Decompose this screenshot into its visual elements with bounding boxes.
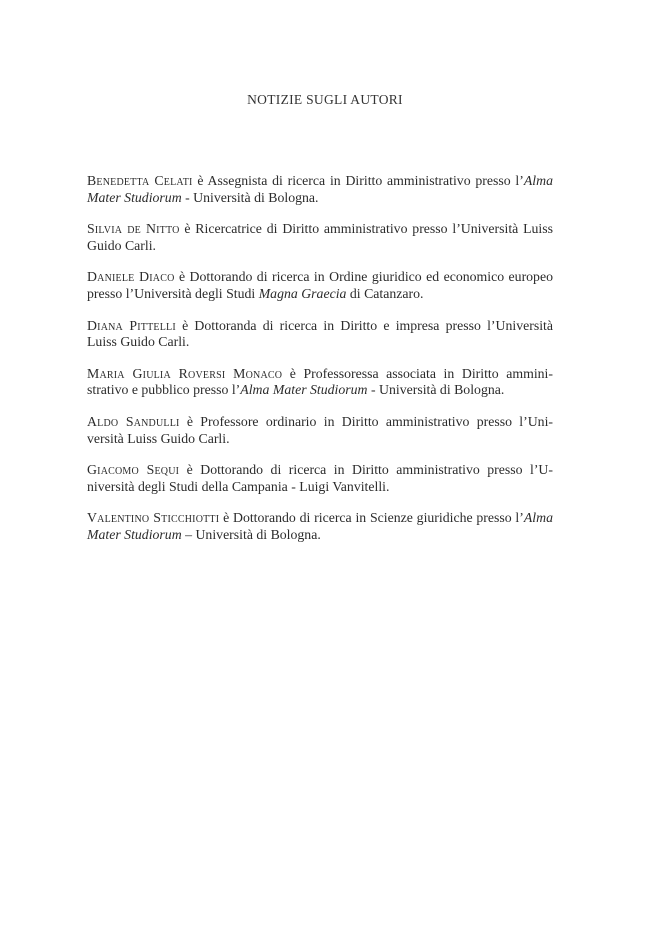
author-bio: è Dottorando di ricerca in Ordine giuridico ed economico europeo presso l’Università degli Studi [87, 269, 553, 301]
page-title: NOTIZIE SUGLI AUTORI [247, 92, 403, 107]
author-bio: è Professore ordinario in Diritto amministrativo presso l’Uni-versità Luiss Guido Carli. [87, 413, 554, 446]
author-bio-emphasis: Alma Mater Studiorum [87, 173, 553, 205]
author-name: Benedetta Celati [87, 173, 193, 188]
author-bio-emphasis: Alma Mater Studiorum [240, 382, 368, 398]
author-bio: è Dottorando di ricerca in Diritto amministrativo presso l’U-niversità degli Studi della Campania - Luigi Vanvitelli. [87, 462, 553, 494]
author-name: Silvia de Nitto [87, 221, 180, 237]
author-bio-emphasis: Magna Graecia [258, 285, 347, 301]
author-bio-end: - Università di Bologna. [181, 189, 319, 205]
author-bio-emphasis: Alma Mater Studiorum [87, 510, 553, 542]
author-list [87, 173, 553, 559]
author-entry [87, 414, 553, 447]
author-bio: è Dottoranda di ricerca in Diritto e impresa presso l’Università Luiss Guido Carli. [87, 317, 553, 350]
author-bio-end: di Catanzaro. [346, 285, 424, 301]
author-name: Daniele Diaco [87, 269, 175, 285]
author-entry [87, 221, 553, 254]
author-name: Giacomo Sequi [87, 462, 180, 478]
author-entry [87, 318, 553, 351]
author-bio: è Dottorando di ricerca in Scienze giuridiche presso l’ [219, 510, 524, 526]
author-name: Maria Giulia Roversi Monaco [87, 365, 283, 381]
author-name: Diana Pittelli [87, 317, 176, 333]
author-name: Aldo Sandulli [87, 413, 180, 429]
author-name: Valentino Sticchiotti [87, 510, 220, 526]
author-entry [87, 366, 553, 399]
author-bio-end: – Università di Bologna. [181, 526, 321, 542]
author-entry [87, 173, 553, 206]
author-entry [87, 269, 553, 302]
author-bio: è Professoressa associata in Diritto ammini-strativo e pubblico presso l’ [87, 365, 553, 398]
author-bio: è Ricercatrice di Diritto amministrativo presso l’Università Luiss Guido Carli. [87, 221, 553, 253]
author-bio-end: - Università di Bologna. [367, 382, 505, 398]
author-entry [87, 462, 553, 495]
author-entry [87, 510, 553, 543]
author-bio: è Assegnista di ricerca in Diritto amministrativo presso l’ [192, 173, 524, 188]
